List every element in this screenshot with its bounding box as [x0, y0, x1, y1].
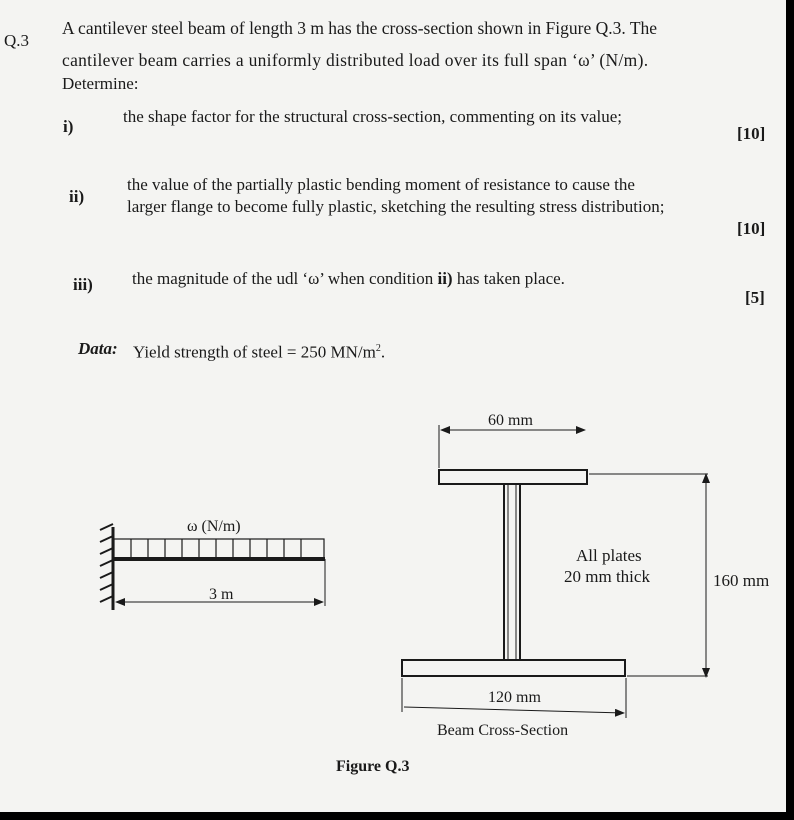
udl-label: ω (N/m) [187, 518, 241, 535]
bottom-flange-width-label: 120 mm [488, 689, 541, 706]
section-height-label: 160 mm [713, 571, 770, 590]
part-i-marks: [10] [737, 124, 766, 143]
web-plate [504, 484, 520, 660]
beam-length-label: 3 m [209, 586, 234, 603]
data-label: Data: [78, 339, 118, 358]
part-ii-marks: [10] [737, 219, 766, 238]
part-iii-marks: [5] [745, 288, 765, 307]
intro-line-3: Determine: [62, 74, 139, 93]
question-number: Q.3 [4, 31, 30, 50]
top-flange-width-label: 60 mm [488, 412, 533, 429]
bottom-flange [402, 660, 625, 676]
support-hatching [100, 524, 113, 602]
intro-line-1: A cantilever steel beam of length 3 m has the cross-section shown in Figure Q.3. The [62, 18, 658, 38]
data-text: Yield strength of steel = 250 $MN/m^2$. [133, 342, 386, 362]
udl-load-block [114, 539, 324, 559]
plates-label-line-2: 20 mm thick [564, 567, 650, 586]
top-flange [439, 470, 587, 484]
figure-caption: Figure Q.3 [336, 758, 410, 775]
udl-load-lines [131, 539, 301, 559]
part-ii-label: ii) [69, 187, 85, 206]
plates-label-line-1: All plates [576, 546, 642, 565]
cross-section-caption: Beam Cross-Section [437, 722, 569, 739]
part-ii-text-2: larger flange to become fully plastic, sketching the resulting stress distribution; [127, 197, 665, 216]
part-i-label: i) [63, 117, 74, 136]
intro-line-2: cantilever beam carries a uniformly distributed load over its full span ‘ω’ (N/m). [62, 50, 649, 70]
part-iii-label: iii) [73, 275, 93, 294]
part-ii-text-1: the value of the partially plastic bending moment of resistance to cause the [127, 175, 635, 194]
part-i-text: the shape factor for the structural cross-section, commenting on its value; [123, 107, 622, 126]
beam-cross-section [402, 425, 708, 718]
part-iii-text: the magnitude of the udl ‘ω’ when condition ii) has taken place. [132, 269, 565, 288]
